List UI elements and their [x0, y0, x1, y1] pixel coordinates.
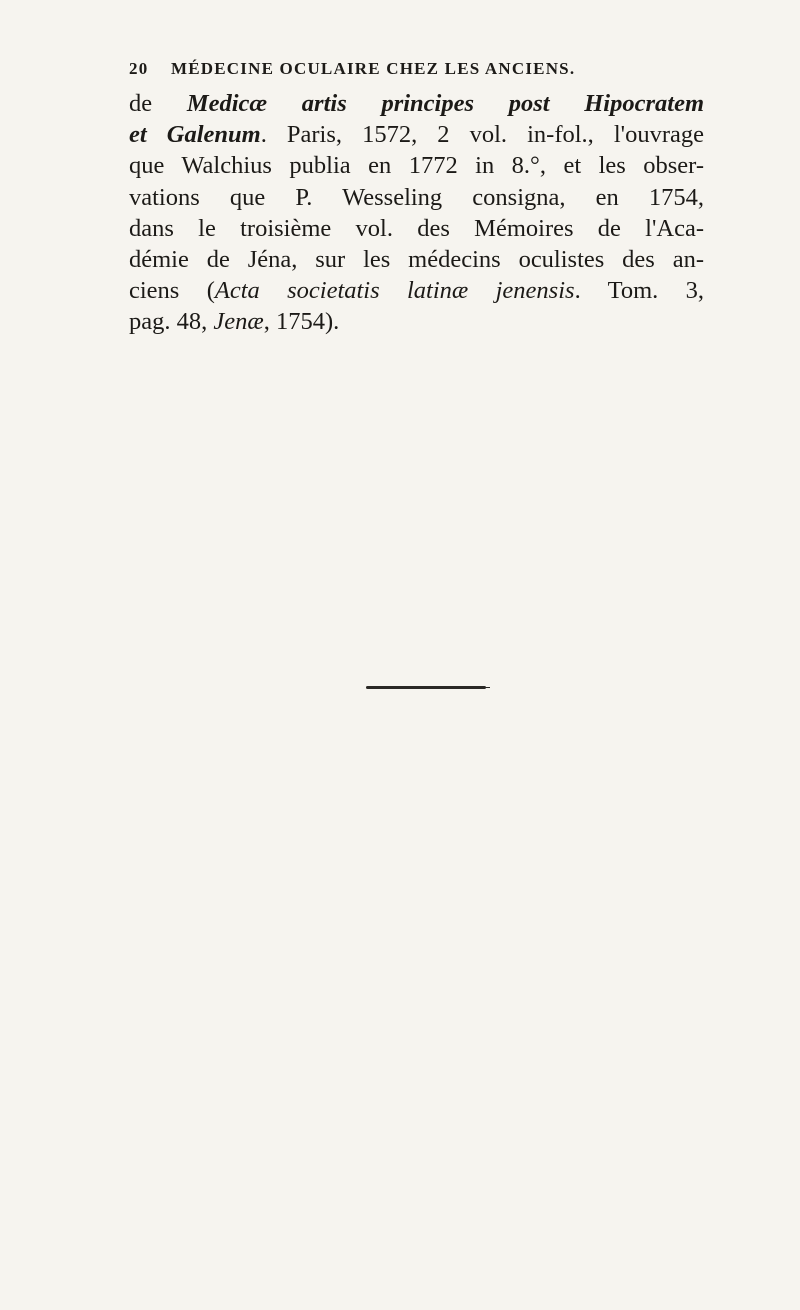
running-head-title: MÉDECINE OCULAIRE CHEZ LES ANCIENS.	[171, 59, 576, 78]
footnote-text	[129, 88, 704, 338]
text-line: de Medicæ artis principes post Hipocratem	[129, 90, 705, 117]
text-line: pag. 48, Jenæ, 1754).	[129, 308, 340, 336]
running-head	[129, 59, 689, 85]
text-line: vations que P. Wesseling consigna, en 1754,	[129, 183, 704, 211]
text-line: et Galenum. Paris, 1572, 2 vol. in-fol., l'ouvrage	[129, 121, 704, 149]
text-line: que Walchius publia en 1772 in 8.°, et les obser-	[129, 152, 704, 180]
page-number: 20	[129, 59, 149, 78]
text-line: dans le troisième vol. des Mémoires de l'Aca-	[129, 214, 704, 242]
text-line: démie de Jéna, sur les médecins oculistes des an-	[129, 245, 704, 273]
end-rule	[366, 686, 486, 689]
text-line: ciens (Acta societatis latinæ jenensis. Tom. 3,	[129, 277, 705, 305]
